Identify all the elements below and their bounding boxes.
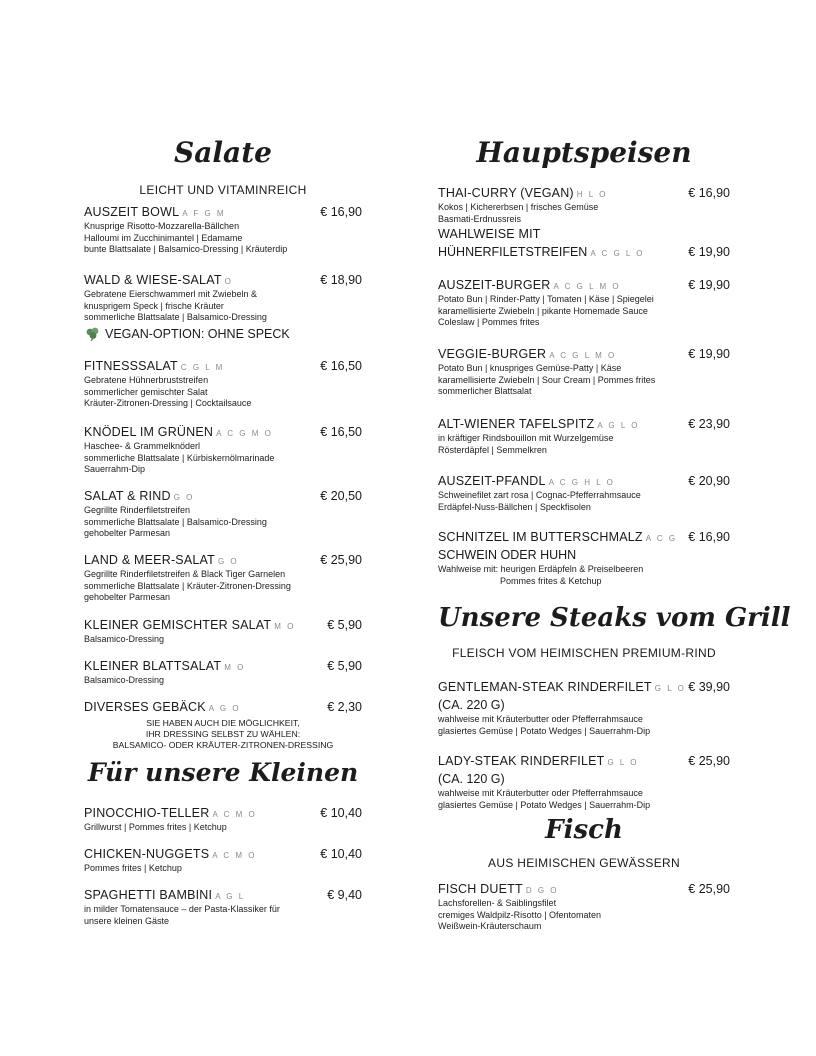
menu-item-line (438, 770, 730, 788)
menu-item-price: € 10,40 (320, 806, 362, 820)
description-line: Kräuter-Zitronen-Dressing | Cocktailsauce (84, 398, 252, 408)
menu-item-description (438, 788, 730, 811)
description-line: Rösterdäpfel | Semmelkren (438, 444, 547, 455)
note-line: IHR DRESSING SELBST ZU WÄHLEN: (145, 729, 301, 739)
description-line: Knusprige Risotto-Mozzarella-Bällchen (84, 221, 240, 231)
allergen-codes: M O (274, 622, 296, 631)
description-line: Grillwurst | Pommes frites | Ketchup (84, 822, 227, 832)
menu-item (438, 678, 730, 737)
description-line: sommerliche Blattsalate | Kräuter-Zitronen-Dressing (84, 580, 291, 591)
description-line: Balsamico-Dressing (84, 675, 165, 685)
description-line: Lachsforellen- & Saiblingsfilet (438, 898, 557, 908)
allergen-codes: A C G H L O (548, 478, 615, 487)
menu-item-title (84, 886, 245, 904)
allergen-codes: A C G L M O (549, 351, 617, 360)
menu-item-title (438, 546, 576, 564)
menu-item (438, 472, 730, 513)
description-line: in milder Tomatensauce – der Pasta-Klassiker für (84, 904, 280, 914)
menu-item (84, 551, 362, 604)
menu-item-name: DIVERSES GEBÄCK (84, 700, 206, 714)
menu-item-price: € 18,90 (320, 273, 362, 287)
description-line: Balsamico-Dressing (84, 634, 165, 644)
allergen-codes: A G L O (597, 421, 640, 430)
menu-item-description (84, 289, 362, 324)
menu-item-line (438, 472, 730, 490)
menu-item-line (438, 752, 730, 770)
menu-item-title (84, 203, 226, 221)
menu-item-description (84, 904, 362, 927)
description-line: cremiges Waldpilz-Risotto | Ofentomaten (438, 909, 602, 920)
description-line: bunte Blattsalate | Balsamico-Dressing | Kräuterdip (84, 244, 288, 254)
menu-item-title (438, 276, 621, 294)
menu-item-description (438, 898, 730, 933)
menu-item-line (84, 657, 362, 675)
menu-item-name: CHICKEN-NUGGETS (84, 847, 210, 861)
menu-item-line (438, 528, 730, 546)
menu-item-line (84, 487, 362, 505)
description-line: Kokos | Kichererbsen | frisches Gemüse (438, 202, 599, 212)
vegan-option-text: VEGAN-OPTION: OHNE SPECK (105, 327, 290, 341)
menu-item-line (438, 415, 730, 433)
menu-item-name: WALD & WIESE-SALAT (84, 273, 222, 287)
menu-item-line (438, 184, 730, 202)
menu-item (438, 345, 730, 398)
menu-item-description (438, 363, 730, 398)
description-line: Weißwein-Kräuterschaum (438, 921, 542, 931)
description-line: sommerlicher gemischter Salat (84, 386, 208, 397)
menu-item-name: LADY-STEAK RINDERFILET (438, 754, 605, 768)
menu-item (84, 357, 362, 410)
fisch-subtitle: AUS HEIMISCHEN GEWÄSSERN (488, 856, 680, 870)
description-line: sommerlicher Blattsalat (438, 386, 532, 396)
menu-item-title (438, 880, 559, 898)
description-line: gehobelter Parmesan (84, 592, 171, 602)
menu-item-title (438, 678, 686, 696)
menu-item-title (438, 528, 677, 546)
menu-item-price: € 20,90 (688, 474, 730, 488)
description-line: Gebratene Hühnerbruststreifen (84, 375, 209, 385)
menu-item-line (438, 225, 730, 243)
menu-item-line (438, 696, 730, 714)
allergen-codes: O (224, 277, 233, 286)
menu-item-name: KNÖDEL IM GRÜNEN (84, 425, 214, 439)
menu-item-line (84, 804, 362, 822)
allergen-codes: A G O (208, 704, 241, 713)
menu-item-line (84, 698, 362, 716)
menu-item (84, 804, 362, 834)
allergen-codes: A C M O (212, 810, 257, 819)
menu-item-line (438, 546, 730, 564)
menu-item-title (84, 487, 194, 505)
menu-item-line (438, 345, 730, 363)
menu-item-name: GENTLEMAN-STEAK RINDERFILET (438, 680, 652, 694)
menu-item-line (84, 616, 362, 634)
menu-item-description (438, 714, 730, 737)
menu-item-name: KLEINER BLATTSALAT (84, 659, 222, 673)
menu-item-price: € 25,90 (688, 882, 730, 896)
menu-item-title (438, 415, 639, 433)
menu-item (438, 184, 730, 225)
menu-item-price: € 2,30 (327, 700, 362, 714)
allergen-codes: M O (224, 663, 246, 672)
description-line: karamellisierte Zwiebeln | pikante Homemade Sauce (438, 305, 648, 316)
menu-item-title (438, 225, 541, 243)
menu-item-name: FISCH DUETT (438, 882, 523, 896)
menu-item-name: THAI-CURRY (VEGAN) (438, 186, 574, 200)
menu-item-name: AUSZEIT BOWL (84, 205, 180, 219)
menu-item-line (84, 886, 362, 904)
menu-item-title (84, 698, 241, 716)
steaks-heading: Unsere Steaks vom Grill (438, 603, 791, 633)
dressing-note (84, 718, 362, 751)
note-line: SIE HABEN AUCH DIE MÖGLICHKEIT, (146, 718, 300, 728)
menu-item-price: € 5,90 (327, 659, 362, 673)
menu-item-title (438, 243, 645, 261)
description-line: wahlweise mit Kräuterbutter oder Pfefferrahmsauce (438, 788, 643, 798)
menu-item-description (84, 505, 362, 540)
menu-item-description (84, 863, 362, 875)
menu-item-line (438, 276, 730, 294)
menu-item-price: € 10,40 (320, 847, 362, 861)
menu-item-price: € 25,90 (320, 553, 362, 567)
menu-item (438, 528, 730, 587)
description-line: unsere kleinen Gäste (84, 915, 170, 926)
menu-item-title (84, 357, 224, 375)
menu-item-title (438, 345, 616, 363)
description-line: Basmati-Erdnussreis (438, 213, 522, 224)
description-line: Gegrillte Rinderfiletstreifen (84, 505, 191, 515)
menu-item-title (84, 804, 257, 822)
menu-item-description (84, 675, 362, 687)
salate-subtitle: LEICHT UND VITAMINREICH (139, 183, 307, 197)
description-line: Gebratene Eierschwammerl mit Zwiebeln & (84, 289, 258, 299)
menu-item-title (438, 184, 607, 202)
allergen-codes: A C G (645, 534, 678, 543)
description-line: wahlweise mit Kräuterbutter oder Pfefferrahmsauce (438, 714, 643, 724)
menu-item-description (438, 202, 730, 225)
description-line: Schweinefilet zart rosa | Cognac-Pfefferrahmsauce (438, 490, 641, 500)
description-line: Halloumi im Zucchinimantel | Edamame (84, 232, 243, 243)
allergen-codes: A F G M (182, 209, 226, 218)
menu-item-price: € 23,90 (688, 417, 730, 431)
description-line: Sauerrahm-Dip (84, 464, 146, 474)
menu-item-price: € 16,90 (688, 186, 730, 200)
allergen-codes: H L O (576, 190, 608, 199)
menu-item-name-line2: (CA. 220 G) (438, 698, 505, 712)
allergen-codes: A C G L O (590, 249, 645, 258)
allergen-codes: G O (173, 493, 195, 502)
clover-icon (84, 327, 102, 341)
menu-item (84, 886, 362, 927)
menu-item-price: € 20,50 (320, 489, 362, 503)
menu-item (84, 423, 362, 476)
allergen-codes: A C G L M O (553, 282, 621, 291)
menu-item (84, 203, 362, 256)
allergen-codes: A G L (215, 892, 246, 901)
menu-item-name: SCHNITZEL IM BUTTERSCHMALZ (438, 530, 643, 544)
description-line: Potato Bun | Rinder-Patty | Tomaten | Käse | Spiegelei (438, 294, 654, 304)
menu-item-name: SPAGHETTI BAMBINI (84, 888, 213, 902)
description-line: Coleslaw | Pommes frites (438, 317, 540, 327)
menu-item (84, 698, 362, 716)
description-line: gehobelter Parmesan (84, 528, 171, 538)
menu-item-name: FITNESSSALAT (84, 359, 178, 373)
menu-item-description (84, 822, 362, 834)
menu-item (438, 415, 730, 456)
menu-item-line (84, 423, 362, 441)
menu-item (84, 657, 362, 687)
description-line: karamellisierte Zwiebeln | Sour Cream | Pommes frites (438, 374, 656, 385)
menu-item-title (84, 657, 245, 675)
menu-item-line (438, 243, 730, 261)
menu-item-description (84, 375, 362, 410)
description-line: Erdäpfel-Nuss-Bällchen | Speckfisolen (438, 501, 591, 512)
note-line: BALSAMICO- ODER KRÄUTER-ZITRONEN-DRESSING (112, 740, 334, 750)
steaks-subtitle: FLEISCH VOM HEIMISCHEN PREMIUM-RIND (452, 646, 716, 660)
menu-item-price: € 16,50 (320, 425, 362, 439)
menu-item-name: LAND & MEER-SALAT (84, 553, 215, 567)
menu-item-price: € 19,90 (688, 245, 730, 259)
menu-item-price: € 16,90 (320, 205, 362, 219)
menu-item-description (438, 490, 730, 513)
description-line: sommerliche Blattsalate | Balsamico-Dressing (84, 516, 267, 527)
menu-item-line (84, 203, 362, 221)
menu-item-title (84, 616, 295, 634)
menu-item-description (438, 433, 730, 456)
menu-item-name: VEGGIE-BURGER (438, 347, 547, 361)
menu-item-title (438, 752, 639, 770)
menu-item-name: ALT-WIENER TAFELSPITZ (438, 417, 595, 431)
allergen-codes: A C M O (212, 851, 257, 860)
menu-item-description (84, 634, 362, 646)
menu-item-price: € 19,90 (688, 347, 730, 361)
menu-item-name: PINOCCHIO-TELLER (84, 806, 210, 820)
menu-item-price: € 16,90 (688, 530, 730, 544)
description-line: Haschee- & Grammelknöderl (84, 441, 201, 451)
menu-item-description (438, 564, 730, 587)
menu-item-price: € 5,90 (327, 618, 362, 632)
menu-item-price: € 16,50 (320, 359, 362, 373)
menu-item-name: SALAT & RIND (84, 489, 171, 503)
menu-item-title (438, 770, 505, 788)
menu-item-description (84, 441, 362, 476)
description-line: Gegrillte Rinderfiletstreifen & Black Tiger Garnelen (84, 569, 286, 579)
menu-item-title (84, 423, 273, 441)
menu-item-line (438, 678, 730, 696)
menu-item (84, 271, 362, 324)
allergen-codes: C G L M (180, 363, 225, 372)
menu-item (438, 276, 730, 329)
menu-item-description (438, 294, 730, 329)
menu-item-title (84, 271, 233, 289)
haupt-heading: Hauptspeisen (476, 136, 692, 169)
menu-item-price: € 25,90 (688, 754, 730, 768)
fisch-heading: Fisch (545, 815, 623, 845)
menu-item-name: KLEINER GEMISCHTER SALAT (84, 618, 272, 632)
description-line: Pommes frites & Ketchup (500, 575, 602, 586)
description-line: Potato Bun | knuspriges Gemüse-Patty | Käse (438, 363, 622, 373)
salate-heading: Salate (174, 136, 272, 169)
menu-item-line (84, 845, 362, 863)
menu-item-title (438, 472, 615, 490)
menu-item-description (84, 569, 362, 604)
allergen-codes: G O (217, 557, 239, 566)
menu-item-line (84, 357, 362, 375)
menu-item-name: WAHLWEISE MIT (438, 227, 541, 241)
menu-item-title (84, 845, 256, 863)
menu-item-title (438, 696, 505, 714)
description-line: sommerliche Blattsalate | Kürbiskernölmarinade (84, 452, 275, 463)
menu-item (438, 225, 730, 261)
description-line: in kräftiger Rindsbouillon mit Wurzelgemüse (438, 433, 614, 443)
menu-item-line (438, 880, 730, 898)
menu-item-name-line2: HÜHNERFILETSTREIFEN (438, 245, 588, 259)
menu-item (438, 880, 730, 933)
allergen-codes: G L O (607, 758, 639, 767)
allergen-codes: G L O (654, 684, 686, 693)
description-line: glasiertes Gemüse | Potato Wedges | Sauerrahm-Dip (438, 799, 651, 810)
description-line: Wahlweise mit: heurigen Erdäpfeln & Preiselbeeren (438, 564, 644, 574)
kleinen-heading: Für unsere Kleinen (87, 758, 359, 787)
description-line: Pommes frites | Ketchup (84, 863, 182, 873)
description-line: sommerliche Blattsalate | Balsamico-Dressing (84, 312, 267, 322)
vegan-option (84, 327, 290, 341)
menu-item-name: AUSZEIT-BURGER (438, 278, 551, 292)
allergen-codes: D G O (525, 886, 559, 895)
menu-item-line (84, 551, 362, 569)
menu-item (84, 487, 362, 540)
menu-item-line (84, 271, 362, 289)
menu-item-name-line2: (CA. 120 G) (438, 772, 505, 786)
menu-item (84, 845, 362, 875)
menu-item-price: € 39,90 (688, 680, 730, 694)
menu-item (84, 616, 362, 646)
menu-item-name: AUSZEIT-PFANDL (438, 474, 546, 488)
allergen-codes: A C G M O (216, 429, 273, 438)
menu-item-name-line2: SCHWEIN ODER HUHN (438, 548, 577, 562)
description-line: glasiertes Gemüse | Potato Wedges | Sauerrahm-Dip (438, 725, 651, 736)
menu-item-title (84, 551, 239, 569)
menu-item-price: € 19,90 (688, 278, 730, 292)
menu-item (438, 752, 730, 811)
menu-item-description (84, 221, 362, 256)
menu-item-price: € 9,40 (327, 888, 362, 902)
description-line: knusprigem Speck | frische Kräuter (84, 300, 224, 311)
